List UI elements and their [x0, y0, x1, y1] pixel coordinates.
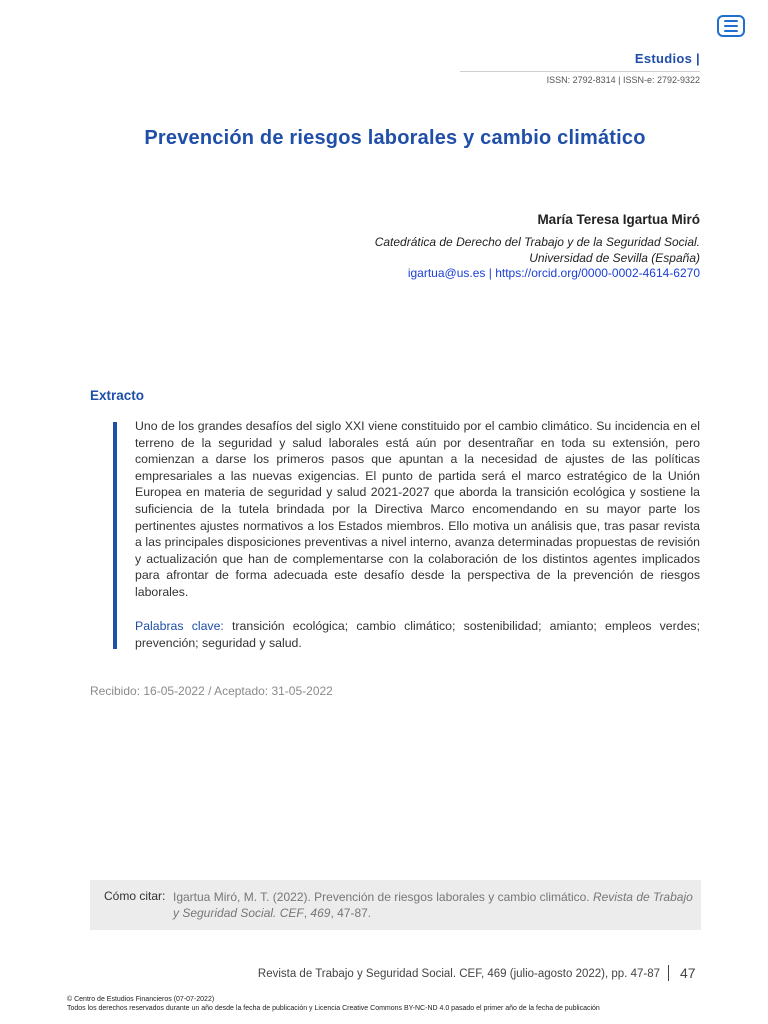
contact-separator: | [485, 266, 496, 280]
citation-pages: , 47-87. [330, 906, 372, 920]
menu-icon-line [724, 20, 738, 22]
menu-icon[interactable] [717, 15, 745, 37]
copyright-line: © Centro de Estudios Financieros (07-07-2022) [67, 996, 215, 1003]
author-affiliation-position: Catedrática de Derecho del Trabajo y de la Seguridad Social. [374, 235, 700, 249]
abstract-text: Uno de los grandes desafíos del siglo XXI viene constituido por el cambio climático. Su incidencia en el terreno de la seguridad y salud laborales está aún por desentrañar en toda su extensión, pero comienzan a darse los primeros pasos que apuntan a la necesidad de ajustes de las políticas empresariales a las nuevas exigencias. El punto de partida será el marco estratégico de la Unión Europea en materia de seguridad y salud 2021-2027 que aborda la transición ecológica y sostiene la suficiencia de la tutela brindada por la Directiva Marco encomendando en su mayor parte los pertinentes ajustes normativos a los Estados miembros. Ello motiva un análisis que, tras pasar revista a las principales disposiciones preventivas a nivel interno, avanza determinadas propuestas de revisión y actualización que han de complementarse con la colaboración de los distintos agentes implicados para afrontar de forma adecuada este desafío desde la perspectiva de la prevención de riesgos laborales. [135, 419, 700, 599]
section-label: Estudios | [634, 51, 700, 66]
author-email-link[interactable]: igartua@us.es [407, 266, 486, 280]
citation-volume: 469 [310, 906, 331, 920]
footer-divider [668, 965, 669, 981]
received-accepted-dates: Recibido: 16-05-2022 / Aceptado: 31-05-2022 [90, 684, 333, 698]
author-name: María Teresa Igartua Miró [537, 212, 700, 227]
article-title: Prevención de riesgos laborales y cambio climático [144, 127, 646, 149]
menu-icon-line [724, 30, 738, 32]
citation-label: Cómo citar: [104, 889, 166, 903]
copyright-notice [67, 995, 600, 1013]
citation-journal: Revista de Trabajo y Seguridad Social. CEF [173, 890, 693, 920]
author-contact [408, 266, 700, 280]
citation-text [173, 889, 693, 921]
abstract-heading: Extracto [90, 388, 145, 403]
header-divider [460, 71, 700, 72]
keywords [135, 618, 700, 651]
citation-plain: Igartua Miró, M. T. (2022). Prevención de riesgos laborales y cambio climático. [173, 890, 593, 904]
keywords-label: Palabras clave: [135, 619, 224, 633]
issn-text: ISSN: 2792-8314 | ISSN-e: 2792-9322 [546, 75, 700, 85]
footer-journal-reference: Revista de Trabajo y Seguridad Social. CEF, 469 (julio-agosto 2022), pp. 47-87 [257, 968, 660, 980]
menu-icon-line [724, 25, 738, 27]
page-number: 47 [680, 965, 696, 981]
citation-comma: , [303, 906, 311, 920]
author-affiliation-university: Universidad de Sevilla (España) [529, 251, 700, 265]
keywords-list: transición ecológica; cambio climático; sostenibilidad; amianto; empleos verdes; prevención; seguridad y salud. [135, 619, 700, 650]
abstract-accent-bar [113, 422, 117, 649]
license-line: Todos los derechos reservados durante un año desde la fecha de publicación y Licencia Creative Commons BY-NC-ND 4.0 pasado el primer año de la fecha de publicación [67, 1005, 600, 1012]
author-orcid-link[interactable]: https://orcid.org/0000-0002-4614-6270 [495, 266, 700, 280]
